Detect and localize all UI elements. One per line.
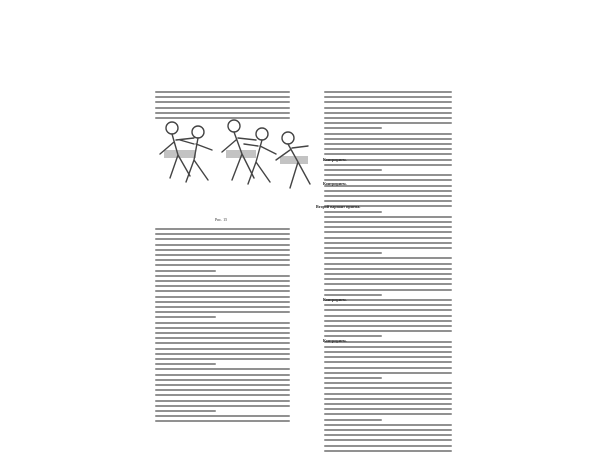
text-line-placeholder: [324, 439, 452, 441]
text-line-placeholder: [324, 164, 452, 166]
text-line-placeholder: [324, 429, 452, 431]
text-line-placeholder: [155, 311, 290, 313]
text-line-placeholder: [155, 327, 290, 329]
text-line-placeholder: [155, 363, 216, 365]
text-line-placeholder: [324, 304, 452, 306]
text-line-placeholder: [324, 289, 452, 291]
text-line-placeholder: [155, 254, 290, 256]
text-line-placeholder: [155, 228, 290, 230]
left-page: [0, 0, 300, 425]
text-line-placeholder: [155, 405, 290, 407]
text-line-placeholder: [155, 400, 290, 402]
text-line-placeholder: [324, 403, 452, 405]
text-line-placeholder: [155, 244, 290, 246]
text-line-placeholder: [324, 122, 452, 124]
text-line-placeholder: [324, 361, 452, 363]
text-line-placeholder: [324, 211, 382, 213]
text-line-placeholder: [155, 348, 290, 350]
text-line-placeholder: [324, 169, 382, 171]
text-line-placeholder: [324, 320, 452, 322]
text-line-placeholder: [155, 379, 290, 381]
text-line-placeholder: [155, 374, 290, 376]
text-line-placeholder: [155, 316, 216, 318]
text-line-placeholder: [324, 226, 452, 228]
text-line-placeholder: [324, 382, 452, 384]
text-line-placeholder: [324, 268, 452, 270]
text-line-placeholder: [155, 337, 290, 339]
text-line-placeholder: [324, 351, 452, 353]
text-line-placeholder: [324, 367, 452, 369]
text-line-placeholder: [324, 315, 452, 317]
text-line-placeholder: [155, 306, 290, 308]
text-line-placeholder: [155, 238, 290, 240]
text-line-placeholder: [324, 133, 452, 135]
text-line-placeholder: [324, 216, 452, 218]
text-line-placeholder: [324, 237, 452, 239]
text-line-placeholder: [324, 200, 452, 202]
text-line-placeholder: [324, 377, 382, 379]
runin-label-4: Контрприем.: [323, 297, 347, 302]
text-line-placeholder: [324, 294, 382, 296]
runin-label-3: Второй вариант приема.: [316, 204, 361, 209]
text-line-placeholder: [324, 257, 452, 259]
text-line-placeholder: [155, 296, 290, 298]
text-line-placeholder: [324, 273, 452, 275]
text-line-placeholder: [324, 434, 452, 436]
text-line-placeholder: [324, 356, 452, 358]
right-page: [300, 0, 600, 425]
text-line-placeholder: [324, 413, 452, 415]
text-line-placeholder: [155, 259, 290, 261]
text-line-placeholder: [155, 420, 290, 422]
runin-label-2: Контрприем.: [323, 181, 347, 186]
text-line-placeholder: [324, 247, 452, 249]
text-line-placeholder: [324, 143, 452, 145]
text-line-placeholder: [324, 346, 452, 348]
text-line-placeholder: [324, 372, 452, 374]
text-line-placeholder: [155, 332, 290, 334]
text-line-placeholder: [324, 283, 452, 285]
text-line-placeholder: [324, 117, 452, 119]
text-line-placeholder: [155, 280, 290, 282]
text-line-placeholder: [324, 148, 452, 150]
text-line-placeholder: [324, 138, 452, 140]
runin-label-1: Контрприем.: [323, 157, 347, 162]
text-line-placeholder: [155, 275, 290, 277]
text-line-placeholder: [324, 91, 452, 93]
text-line-placeholder: [324, 174, 452, 176]
text-line-placeholder: [324, 398, 452, 400]
text-line-placeholder: [155, 285, 290, 287]
text-line-placeholder: [155, 264, 290, 266]
text-line-placeholder: [155, 101, 290, 103]
text-line-placeholder: [324, 242, 452, 244]
text-line-placeholder: [324, 190, 452, 192]
text-line-placeholder: [324, 263, 452, 265]
text-line-placeholder: [155, 353, 290, 355]
text-line-placeholder: [155, 290, 290, 292]
text-line-placeholder: [155, 368, 290, 370]
text-line-placeholder: [155, 394, 290, 396]
text-line-placeholder: [324, 221, 452, 223]
text-line-placeholder: [155, 270, 216, 272]
text-line-placeholder: [155, 322, 290, 324]
text-line-placeholder: [155, 233, 290, 235]
text-line-placeholder: [155, 107, 290, 109]
text-line-placeholder: [324, 387, 452, 389]
text-line-placeholder: [324, 445, 452, 447]
text-line-placeholder: [324, 450, 452, 452]
text-line-placeholder: [324, 231, 452, 233]
text-line-placeholder: [324, 96, 452, 98]
wrestling-figure-illustration: [150, 110, 320, 205]
text-line-placeholder: [155, 249, 290, 251]
text-line-placeholder: [155, 384, 290, 386]
text-line-placeholder: [324, 330, 452, 332]
figure-caption: Рис. 15: [215, 217, 228, 222]
text-line-placeholder: [324, 325, 452, 327]
text-line-placeholder: [324, 112, 452, 114]
text-line-placeholder: [155, 96, 290, 98]
text-line-placeholder: [155, 358, 290, 360]
text-line-placeholder: [155, 342, 290, 344]
text-line-placeholder: [324, 393, 452, 395]
text-line-placeholder: [324, 107, 452, 109]
text-line-placeholder: [155, 410, 216, 412]
text-line-placeholder: [155, 389, 290, 391]
text-line-placeholder: [324, 408, 452, 410]
text-line-placeholder: [324, 309, 452, 311]
text-line-placeholder: [324, 419, 382, 421]
text-line-placeholder: [324, 153, 452, 155]
text-line-placeholder: [324, 252, 382, 254]
text-line-placeholder: [155, 301, 290, 303]
runin-label-5: Контрприем.: [323, 338, 347, 343]
text-line-placeholder: [324, 101, 452, 103]
text-line-placeholder: [155, 415, 290, 417]
text-line-placeholder: [155, 91, 290, 93]
text-line-placeholder: [324, 278, 452, 280]
text-line-placeholder: [324, 195, 452, 197]
text-line-placeholder: [324, 127, 382, 129]
